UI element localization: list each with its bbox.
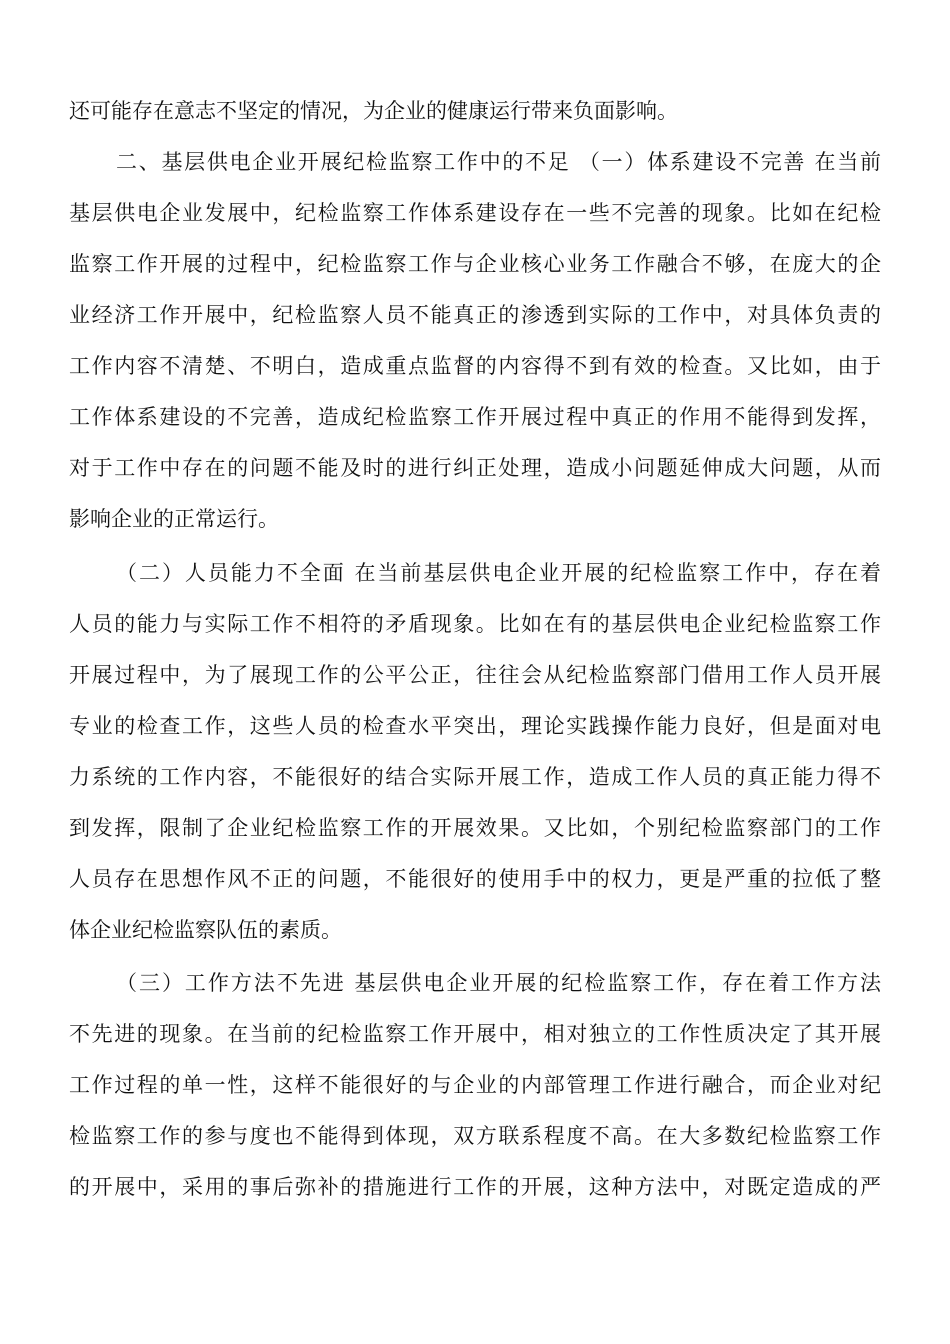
paragraph-heading-line: （三）工作方法不先进 基层供电企业开展的纪检监察工作，存在着工作方法	[116, 971, 881, 995]
text-line: 体企业纪检监察队伍的素质。	[69, 918, 342, 942]
text-line: 影响企业的正常运行。	[69, 507, 279, 531]
text-line: 人员存在思想作风不正的问题，不能很好的使用手中的权力，更是严重的拉低了整	[69, 867, 881, 891]
text-line: 工作内容不清楚、不明白，造成重点监督的内容得不到有效的检查。又比如，由于	[69, 354, 881, 378]
text-line: 人员的能力与实际工作不相符的矛盾现象。比如在有的基层供电企业纪检监察工作	[69, 612, 881, 636]
text-line: 工作过程的单一性，这样不能很好的与企业的内部管理工作进行融合，而企业对纪	[69, 1073, 881, 1097]
text-line: 开展过程中，为了展现工作的公平公正，往往会从纪检监察部门借用工作人员开展	[69, 663, 881, 687]
text-line: 业经济工作开展中，纪检监察人员不能真正的渗透到实际的工作中，对具体负责的	[69, 303, 881, 327]
text-line: 对于工作中存在的问题不能及时的进行纠正处理，造成小问题延伸成大问题，从而	[69, 456, 881, 480]
text-line: 基层供电企业发展中，纪检监察工作体系建设存在一些不完善的现象。比如在纪检	[69, 201, 881, 225]
paragraph-heading-line: （二）人员能力不全面 在当前基层供电企业开展的纪检监察工作中，存在着	[116, 561, 881, 585]
text-line: 不先进的现象。在当前的纪检监察工作开展中，相对独立的工作性质决定了其开展	[69, 1022, 881, 1046]
text-line: 监察工作开展的过程中，纪检监察工作与企业核心业务工作融合不够，在庞大的企	[69, 252, 881, 276]
text-line: 检监察工作的参与度也不能得到体现，双方联系程度不高。在大多数纪检监察工作	[69, 1124, 881, 1148]
text-line: 到发挥，限制了企业纪检监察工作的开展效果。又比如，个别纪检监察部门的工作	[69, 816, 881, 840]
text-line: 专业的检查工作，这些人员的检查水平突出，理论实践操作能力良好，但是面对电	[69, 714, 881, 738]
section-heading-line: 二、基层供电企业开展纪检监察工作中的不足 （一）体系建设不完善 在当前	[116, 150, 881, 174]
text-line: 工作体系建设的不完善，造成纪检监察工作开展过程中真正的作用不能得到发挥，	[69, 405, 881, 429]
text-line: 还可能存在意志不坚定的情况，为企业的健康运行带来负面影响。	[69, 99, 678, 123]
text-line: 的开展中，采用的事后弥补的措施进行工作的开展，这种方法中，对既定造成的严	[69, 1175, 881, 1199]
text-line: 力系统的工作内容，不能很好的结合实际开展工作，造成工作人员的真正能力得不	[69, 765, 881, 789]
